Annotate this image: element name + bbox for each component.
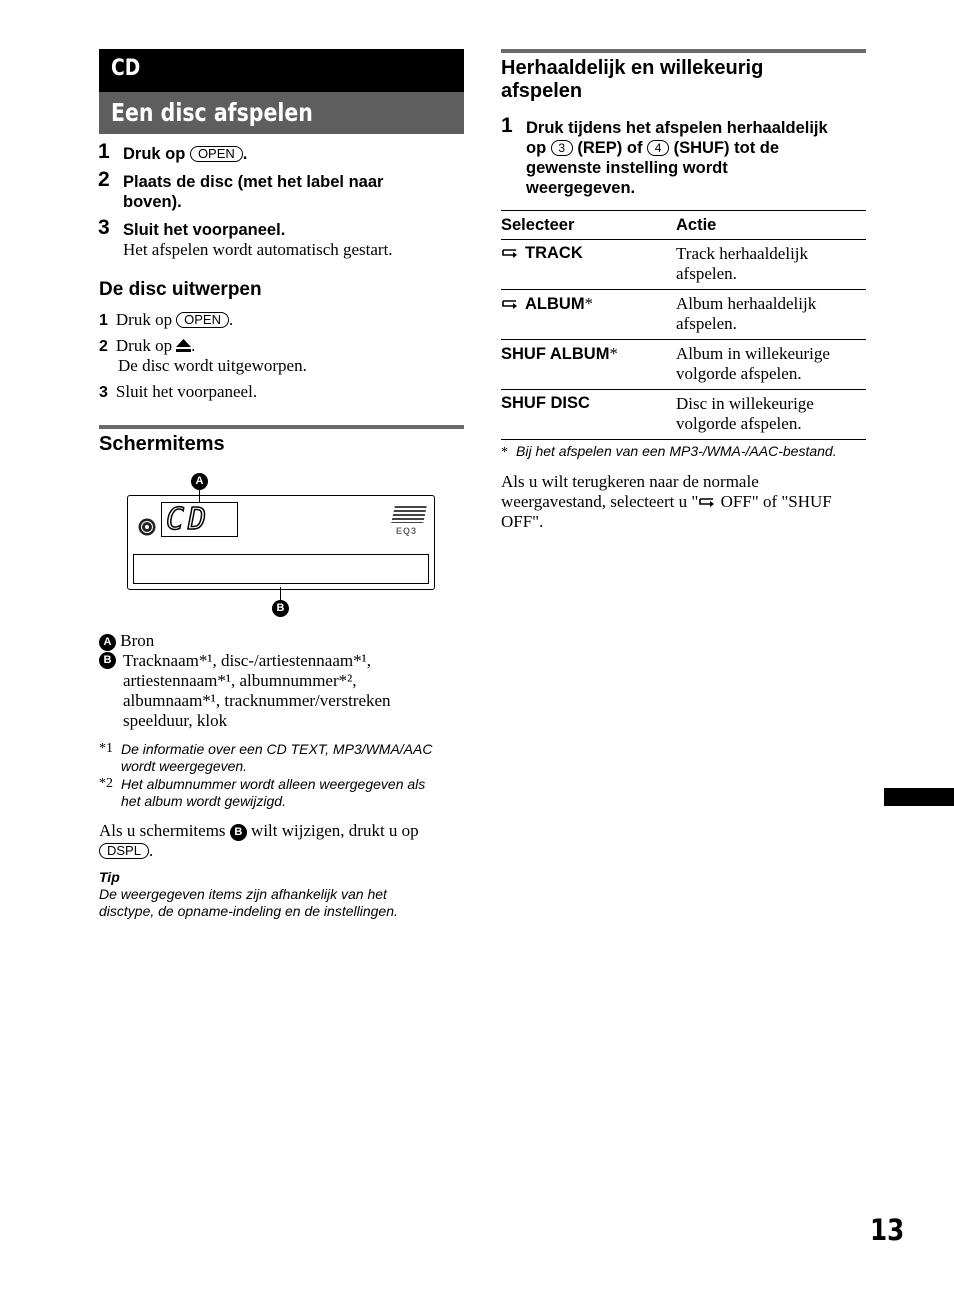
eject-item-3: 3 Sluit het voorpaneel. [99,382,258,401]
repeat-heading: Herhaaldelijk en willekeurig afspelen [501,57,764,102]
step-subtext: Het afspelen wordt automatisch gestart. [123,240,393,259]
eject-item-2: 2 Druk op . De disc wordt uitgeworpen. [99,336,307,375]
step-number: 2 [98,168,110,191]
rep-button: 3 [551,140,573,156]
step-text: Sluit het voorpaneel. [123,221,286,239]
legend-b: B Tracknaam*¹, disc-/artiestennaam*¹, artiestennaam*¹, albumnummer*², albumnaam*¹, tracknummer/verstreken speelduur, klok [99,651,459,731]
eq-indicator [393,506,427,538]
open-button: OPEN [176,312,229,328]
page-title: Een disc afspelen [111,98,313,127]
table-row: SHUF DISC Disc in willekeurige volgorde afspelen. [501,390,866,440]
footnote-1: *1 De informatie over een CD TEXT, MP3/WMA/AAC wordt weergegeven. [99,741,433,774]
schermitems-heading: Schermitems [99,433,225,455]
change-display-text: Als u schermitems B wilt wijzigen, drukt u op DSPL . [99,821,419,860]
source-display [161,502,238,537]
pointer-line-b [280,587,281,601]
eq-bars-icon [391,506,427,523]
section-header [99,49,464,92]
legend-a: A Bron [99,631,459,651]
repeat-icon [501,247,519,259]
display-diagram [100,470,460,620]
shuf-button: 4 [647,140,669,156]
table-footnote: * Bij het afspelen van een MP3-/WMA-/AAC-bestand. [501,443,837,460]
step-text: Druk tijdens het afspelen herhaaldelijk op 3 (REP) of 4 (SHUF) tot de gewenste instelling wordt weergegeven. [526,119,828,197]
lcd-source-text: CD [166,502,211,537]
section-title: CD [111,56,141,81]
lcd-panel [127,495,435,590]
table-row: ALBUM* Album herhaaldelijk afspelen. [501,290,866,340]
page-number: 13 [870,1213,905,1247]
eject-heading: De disc uitwerpen [99,279,262,300]
table-row: SHUF ALBUM* Album in willekeurige volgorde afspelen. [501,340,866,390]
eject-icon [176,339,191,352]
step-number: 3 [98,216,110,239]
step-text: Druk op [123,145,186,163]
page-title-bar [99,92,464,134]
header-action: Actie [676,211,866,240]
disc-icon [138,518,156,536]
step-number: 1 [98,140,110,163]
step-number: 1 [501,114,513,137]
footnote-2: *2 Het albumnummer wordt alleen weergegeven als het album wordt gewijzigd. [99,776,426,809]
header-select: Selecteer [501,211,676,240]
repeat-icon [698,496,716,508]
tip-text: De weergegeven items zijn afhankelijk van het disctype, de opname-indeling en de instellingen. [99,886,398,919]
eject-item-1: 1 Druk op OPEN . [99,310,234,329]
section-rule [501,49,866,53]
step-text: Plaats de disc (met het label naar boven). [123,173,384,211]
dspl-button: DSPL [99,843,149,859]
section-rule [99,425,464,429]
repeat-icon [501,298,519,310]
label-a-badge: A [191,473,208,490]
tip-title: Tip [99,869,120,885]
label-b-badge: B [272,600,289,617]
chapter-thumb-tab [884,788,954,806]
return-normal-text: Als u wilt terugkeren naar de normale weergavestand, selecteert u " OFF" of "SHUF OFF". [501,472,832,531]
table-header-row [501,211,866,240]
eq-label: EQ3 [396,526,418,536]
open-button: OPEN [190,146,243,162]
eject-subtext: De disc wordt uitgeworpen. [118,356,307,375]
text-display-area [133,554,429,584]
settings-table [501,210,866,440]
table-row: TRACK Track herhaaldelijk afspelen. [501,240,866,290]
